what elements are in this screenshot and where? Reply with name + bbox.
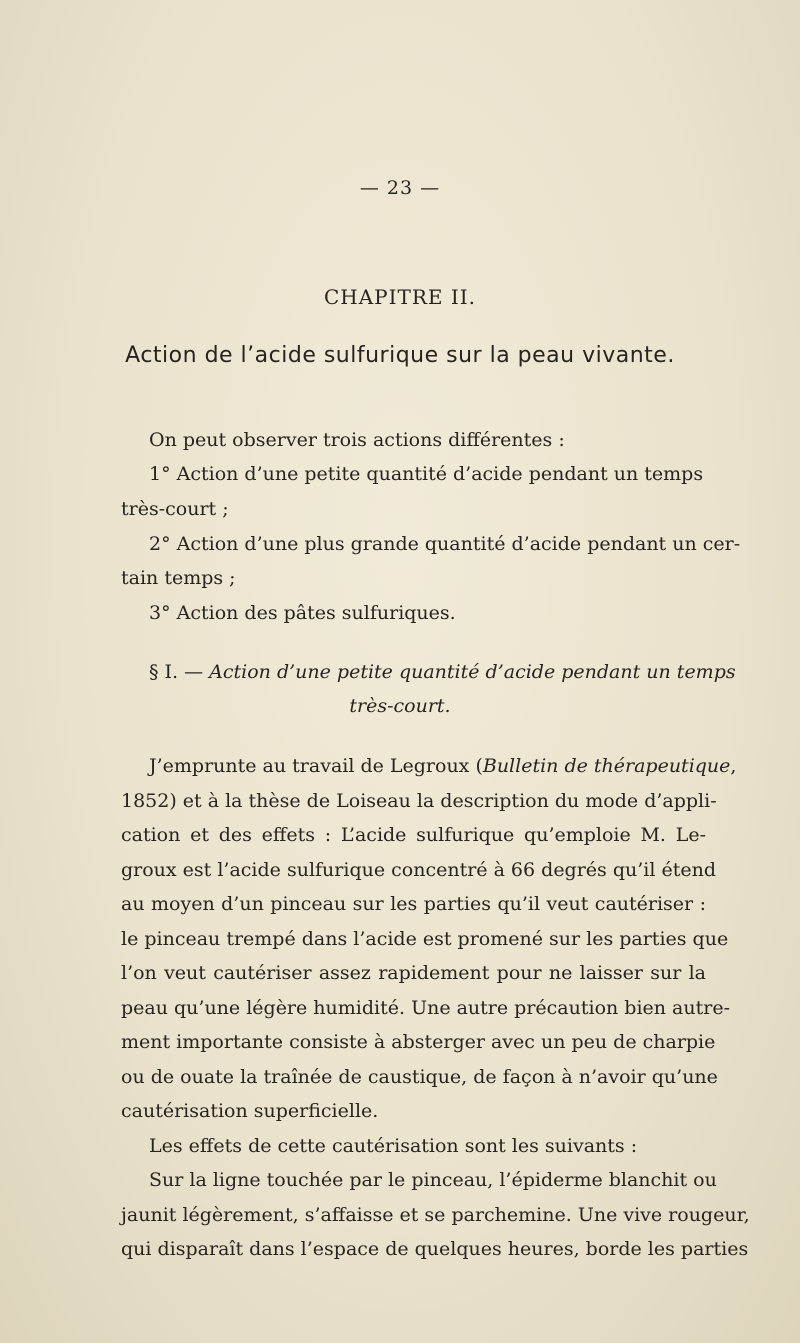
chapter-heading: CHAPITRE II. — [323, 285, 477, 309]
intro-line: 3° Action des pâtes sulfuriques. — [149, 602, 456, 624]
body-line: qui disparaît dans l’espace de quelques heures, borde les parties — [121, 1238, 749, 1260]
body-line: l’on veut cautériser assez rapidement pour ne laisser sur la — [121, 962, 706, 984]
body-line: groux est l’acide sulfurique concentré à 66 degrés qu’il étend — [121, 859, 716, 881]
body-line: ou de ouate la traînée de caustique, de façon à n’avoir qu’une — [121, 1066, 718, 1088]
journal-title: Bulletin de thérapeutique — [482, 755, 731, 777]
body-line: cautérisation superficielle. — [121, 1100, 379, 1122]
body-line: Les effets de cette cautérisation sont les suivants : — [149, 1135, 638, 1157]
section-title-line1: Action d’une petite quantité d’acide pendant un temps — [209, 661, 736, 683]
body-line: ment importante consiste à absterger avec un peu de charpie — [121, 1031, 716, 1053]
intro-line: 1° Action d’une petite quantité d’acide pendant un temps — [149, 463, 704, 485]
body-line: Sur la ligne touchée par le pinceau, l’épiderme blanchit ou — [149, 1169, 717, 1191]
body-line — [149, 754, 736, 778]
body-text: J’emprunte au travail de Legroux ( — [149, 755, 483, 777]
body-text: , — [730, 755, 737, 777]
body-line: cation et des effets : L’acide sulfurique qu’emploie M. Le- — [121, 824, 706, 846]
body-line: 1852) et à la thèse de Loiseau la description du mode d’appli- — [121, 790, 717, 812]
body-line: jaunit légèrement, s’affaisse et se parchemine. Une vive rougeur, — [121, 1204, 750, 1226]
body-line: peau qu’une légère humidité. Une autre précaution bien autre- — [121, 997, 730, 1019]
intro-line: très-court ; — [121, 498, 229, 520]
chapter-title: Action de l’acide sulfurique sur la peau vivante. — [125, 343, 675, 368]
intro-line: 2° Action d’une plus grande quantité d’acide pendant un cer- — [149, 533, 741, 555]
section-prefix: § I. — — [149, 661, 210, 683]
body-line: au moyen d’un pinceau sur les parties qu’il veut cautériser : — [121, 893, 706, 915]
intro-line: tain temps ; — [121, 567, 236, 589]
body-line: le pinceau trempé dans l’acide est promené sur les parties que — [121, 928, 729, 950]
section-heading — [149, 660, 736, 684]
page-number: — 23 — — [359, 177, 441, 199]
intro-line: On peut observer trois actions différentes : — [149, 429, 565, 451]
section-title-line2: très-court. — [349, 695, 451, 717]
